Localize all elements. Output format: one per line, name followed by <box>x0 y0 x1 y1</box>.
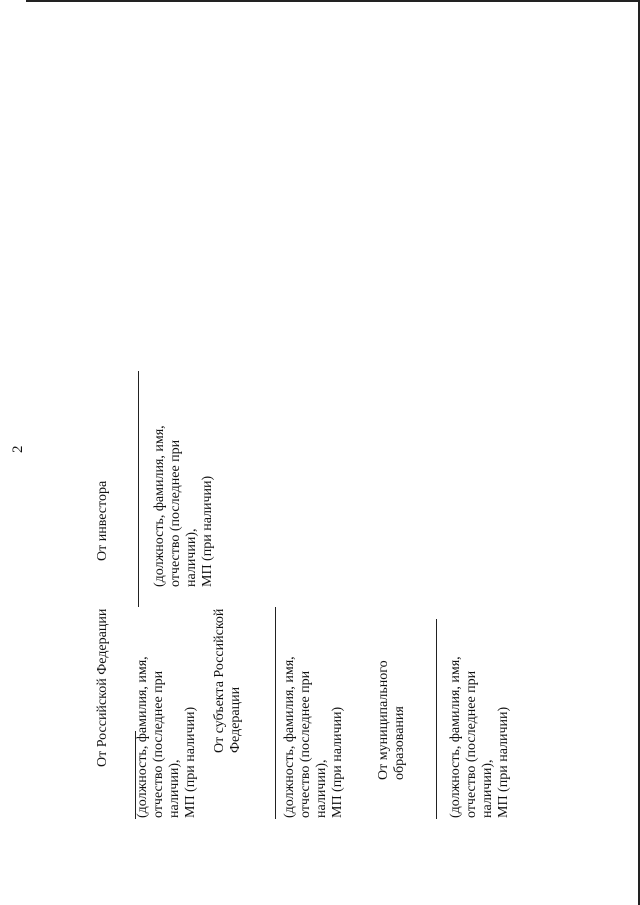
municipal-header-line-1: От муниципального <box>376 660 391 780</box>
municipal-line-2: отчество (последнее при <box>464 670 479 818</box>
investor-line-4: МП (при наличии) <box>200 475 215 587</box>
investor-line-3: наличии), <box>184 528 199 587</box>
municipal-line-1: (должность, фамилия, имя, <box>448 656 463 818</box>
investor-line-1: (должность, фамилия, имя, <box>152 425 167 587</box>
subject-line-3: наличии), <box>314 759 329 818</box>
federation-header: От Российской Федерации <box>95 608 110 767</box>
federation-line-1: (должность, фамилия, имя, <box>135 656 150 818</box>
federation-line-4: МП (при наличии) <box>183 706 198 818</box>
federation-line-2: отчество (последнее при <box>151 670 166 818</box>
municipal-line-4: МП (при наличии) <box>496 706 511 818</box>
investor-header: От инвестора <box>95 480 110 561</box>
subject-line-4: МП (при наличии) <box>330 706 345 818</box>
investor-line-2: отчество (последнее при <box>168 439 183 587</box>
subject-header-line-1: От субъекта Российской <box>212 608 227 753</box>
subject-signature-line <box>275 607 276 819</box>
subject-line-2: отчество (последнее при <box>298 670 313 818</box>
subject-header-line-2: Федерации <box>228 686 243 753</box>
municipal-line-3: наличии), <box>480 759 495 818</box>
investor-signature-line <box>138 371 139 607</box>
page-number: 2 <box>10 445 26 453</box>
municipal-signature-line <box>436 619 437 819</box>
federation-line-3: наличии), <box>167 759 182 818</box>
subject-line-1: (должность, фамилия, имя, <box>282 656 297 818</box>
municipal-header-line-2: образования <box>392 706 407 780</box>
